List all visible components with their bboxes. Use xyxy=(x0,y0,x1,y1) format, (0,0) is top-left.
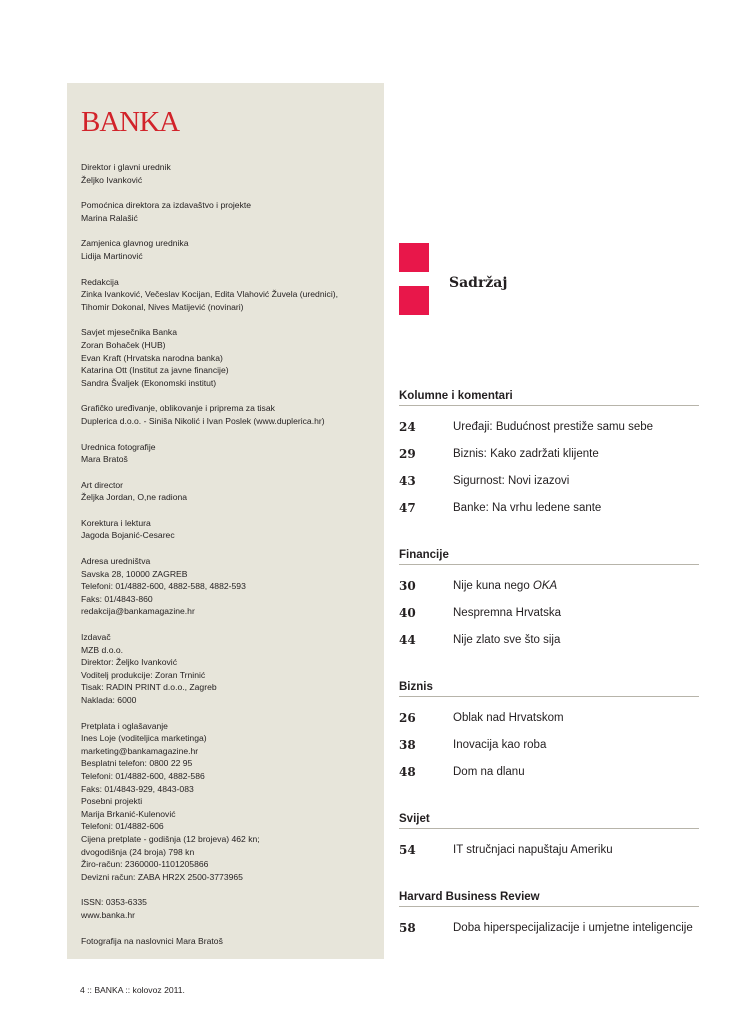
toc-entry[interactable] xyxy=(399,836,699,863)
table-of-contents xyxy=(399,389,699,941)
imprint-block xyxy=(81,326,384,389)
toc-entry-title-text: Oblak nad Hrvatskom xyxy=(453,711,564,724)
toc-entry-title-text: Uređaji: Budućnost prestiže samu sebe xyxy=(453,420,654,433)
toc-entry-title-text: Doba hiperspecijalizacije i umjetne inteligencije xyxy=(453,921,693,934)
toc-page-number: 47 xyxy=(399,500,416,515)
imprint-block xyxy=(81,237,384,262)
section-gap xyxy=(399,785,699,812)
imprint-line: Zamjenica glavnog urednika xyxy=(81,238,189,249)
imprint-line: Cijena pretplate - godišnja (12 brojeva) 462 kn; xyxy=(81,833,260,844)
imprint-line: redakcija@bankamagazine.hr xyxy=(81,606,195,617)
imprint-line: Savska 28, 10000 ZAGREB xyxy=(81,568,188,579)
imprint-block xyxy=(81,720,384,884)
imprint-line: Duplerica d.o.o. - Siniša Nikolić i Ivan Poslek (www.duplerica.hr) xyxy=(81,415,325,426)
imprint-line: Katarina Ott (Institut za javne financije) xyxy=(81,365,229,376)
toc-entry[interactable] xyxy=(399,467,699,494)
imprint-block xyxy=(81,935,384,948)
toc-entry-title-text: Sigurnost: Novi izazovi xyxy=(453,474,570,487)
imprint-line: Korektura i lektura xyxy=(81,517,151,528)
imprint-block xyxy=(81,479,384,504)
imprint-line: Izdavač xyxy=(81,632,111,643)
imprint-line: Faks: 01/4843-860 xyxy=(81,593,153,604)
imprint-line: Željko Ivanković xyxy=(81,174,143,185)
imprint-line: Devizni račun: ZABA HR2X 2500-3773965 xyxy=(81,871,243,882)
toc-entry[interactable] xyxy=(399,599,699,626)
imprint-block xyxy=(81,402,384,427)
toc-entry-title-italic: OKA xyxy=(532,579,558,592)
toc-page-number: 30 xyxy=(399,578,416,593)
imprint-line: Voditelj produkcije: Zoran Trninić xyxy=(81,669,206,680)
toc-entry-title xyxy=(453,475,569,487)
accent-square-top xyxy=(399,243,429,272)
toc-entry-title-text: Nije kuna nego xyxy=(453,579,533,592)
toc-entry-title xyxy=(453,421,653,433)
toc-entry[interactable] xyxy=(399,731,699,758)
imprint-line: Evan Kraft (Hrvatska narodna banka) xyxy=(81,352,223,363)
toc-entry-title xyxy=(453,712,564,724)
toc-entry-title xyxy=(453,922,693,934)
toc-section-heading: Harvard Business Review xyxy=(399,890,699,907)
imprint-line: Tisak: RADIN PRINT d.o.o., Zagreb xyxy=(81,682,217,693)
toc-page-number: 40 xyxy=(399,605,416,620)
toc-section-heading: Financije xyxy=(399,548,699,565)
imprint-line: Marija Brkanić-Kulenović xyxy=(81,808,176,819)
toc-page-number: 38 xyxy=(399,737,416,752)
toc-entry[interactable] xyxy=(399,914,699,941)
imprint-line: Redakcija xyxy=(81,276,119,287)
imprint-block xyxy=(81,896,384,921)
toc-section-heading: Svijet xyxy=(399,812,699,829)
toc-entry-title xyxy=(453,634,560,646)
imprint-line: Fotografija na naslovnici Mara Bratoš xyxy=(81,935,223,946)
toc-page-number: 29 xyxy=(399,446,416,461)
imprint-line: Faks: 01/4843-929, 4843-083 xyxy=(81,783,194,794)
toc-section-heading: Biznis xyxy=(399,680,699,697)
imprint-line: Ines Loje (voditeljica marketinga) xyxy=(81,733,207,744)
toc-entry[interactable] xyxy=(399,572,699,599)
toc-entry[interactable] xyxy=(399,494,699,521)
imprint-block xyxy=(81,555,384,618)
imprint-line: Tihomir Dokonal, Nives Matijević (novinari) xyxy=(81,301,244,312)
imprint-line: www.banka.hr xyxy=(81,909,135,920)
toc-entry[interactable] xyxy=(399,626,699,653)
imprint-line: Mara Bratoš xyxy=(81,454,128,465)
toc-entry-title xyxy=(453,580,557,592)
toc-entry[interactable] xyxy=(399,758,699,785)
imprint-line: Urednica fotografije xyxy=(81,441,156,452)
imprint-line: Sandra Švaljek (Ekonomski institut) xyxy=(81,377,217,388)
section-gap xyxy=(399,863,699,890)
imprint-line: Jagoda Bojanić-Cesarec xyxy=(81,530,175,541)
imprint-line: Naklada: 6000 xyxy=(81,695,137,705)
imprint-line: Telefoni: 01/4882-600, 4882-588, 4882-593 xyxy=(81,581,246,592)
imprint-block xyxy=(81,161,384,186)
imprint-line: Žiro-račun: 2360000-1101205866 xyxy=(81,859,209,870)
toc-entry-title-text: Biznis: Kako zadržati klijente xyxy=(453,447,599,460)
toc-entry[interactable] xyxy=(399,440,699,467)
section-gap xyxy=(399,521,699,548)
imprint-line: Direktor i glavni urednik xyxy=(81,162,171,172)
toc-entry-title xyxy=(453,607,561,619)
imprint-line: Marina Ralašić xyxy=(81,212,138,223)
imprint-block xyxy=(81,631,384,707)
page-footer: 4 :: BANKA :: kolovoz 2011. xyxy=(80,985,185,995)
toc-page-number: 44 xyxy=(399,632,416,647)
imprint-line: Zoran Bohaček (HUB) xyxy=(81,339,166,350)
toc-entry-title-text: Banke: Na vrhu ledene sante xyxy=(453,501,602,514)
imprint-block xyxy=(81,441,384,466)
toc-page-number: 24 xyxy=(399,419,416,434)
toc-entry[interactable] xyxy=(399,704,699,731)
toc-entry-title xyxy=(453,448,599,460)
banka-logo: BANKA xyxy=(81,106,180,138)
accent-square-bottom xyxy=(399,286,429,315)
imprint-line: Art director xyxy=(81,479,124,490)
imprint-line: Telefoni: 01/4882-606 xyxy=(81,821,164,832)
toc-entry-title-text: Dom na dlanu xyxy=(453,765,525,778)
imprint-line: Zinka Ivanković, Večeslav Kocijan, Edita Vlahović Žuvela (urednici), xyxy=(81,289,338,300)
toc-page-number: 58 xyxy=(399,920,416,935)
section-gap xyxy=(399,653,699,680)
toc-page-number: 26 xyxy=(399,710,416,725)
toc-page-number: 54 xyxy=(399,842,416,857)
toc-entry-title xyxy=(453,739,546,751)
imprint-line: Grafičko uređivanje, oblikovanje i priprema za tisak xyxy=(81,403,275,414)
toc-entry-title-text: Nespremna Hrvatska xyxy=(453,606,562,619)
imprint-line: Željka Jordan, O,ne radiona xyxy=(81,492,188,503)
toc-title: Sadržaj xyxy=(449,275,508,291)
imprint-line: marketing@bankamagazine.hr xyxy=(81,745,199,756)
imprint-list xyxy=(81,161,384,947)
toc-entry-title-text: Inovacija kao roba xyxy=(453,738,547,751)
toc-entry-title-text: IT stručnjaci napuštaju Ameriku xyxy=(453,843,613,856)
toc-page-number: 43 xyxy=(399,473,416,488)
imprint-block xyxy=(81,199,384,224)
imprint-line: Savjet mjesečnika Banka xyxy=(81,327,178,338)
imprint-line: Direktor: Željko Ivanković xyxy=(81,657,177,668)
toc-entry-title xyxy=(453,502,601,514)
toc-page-number: 48 xyxy=(399,764,416,779)
imprint-block xyxy=(81,517,384,542)
toc-entry-title-text: Nije zlato sve što sija xyxy=(453,633,561,646)
toc-entry-title xyxy=(453,844,613,856)
imprint-line: Telefoni: 01/4882-600, 4882-586 xyxy=(81,770,205,781)
imprint-line: Posebni projekti xyxy=(81,796,143,807)
imprint-line: Besplatni telefon: 0800 22 95 xyxy=(81,758,193,769)
toc-section-heading: Kolumne i komentari xyxy=(399,389,699,406)
imprint-block xyxy=(81,276,384,314)
imprint-line: ISSN: 0353-6335 xyxy=(81,897,147,908)
imprint-line: dvogodišnja (24 broja) 798 kn xyxy=(81,846,195,857)
imprint-line: Pomoćnica direktora za izdavaštvo i projekte xyxy=(81,200,252,211)
toc-entry-title xyxy=(453,766,525,778)
imprint-line: Pretplata i oglašavanje xyxy=(81,720,168,731)
imprint-panel xyxy=(67,83,384,959)
imprint-line: Lidija Martinović xyxy=(81,250,143,261)
toc-entry[interactable] xyxy=(399,413,699,440)
imprint-line: Adresa uredništva xyxy=(81,556,151,567)
imprint-line: MZB d.o.o. xyxy=(81,644,124,655)
